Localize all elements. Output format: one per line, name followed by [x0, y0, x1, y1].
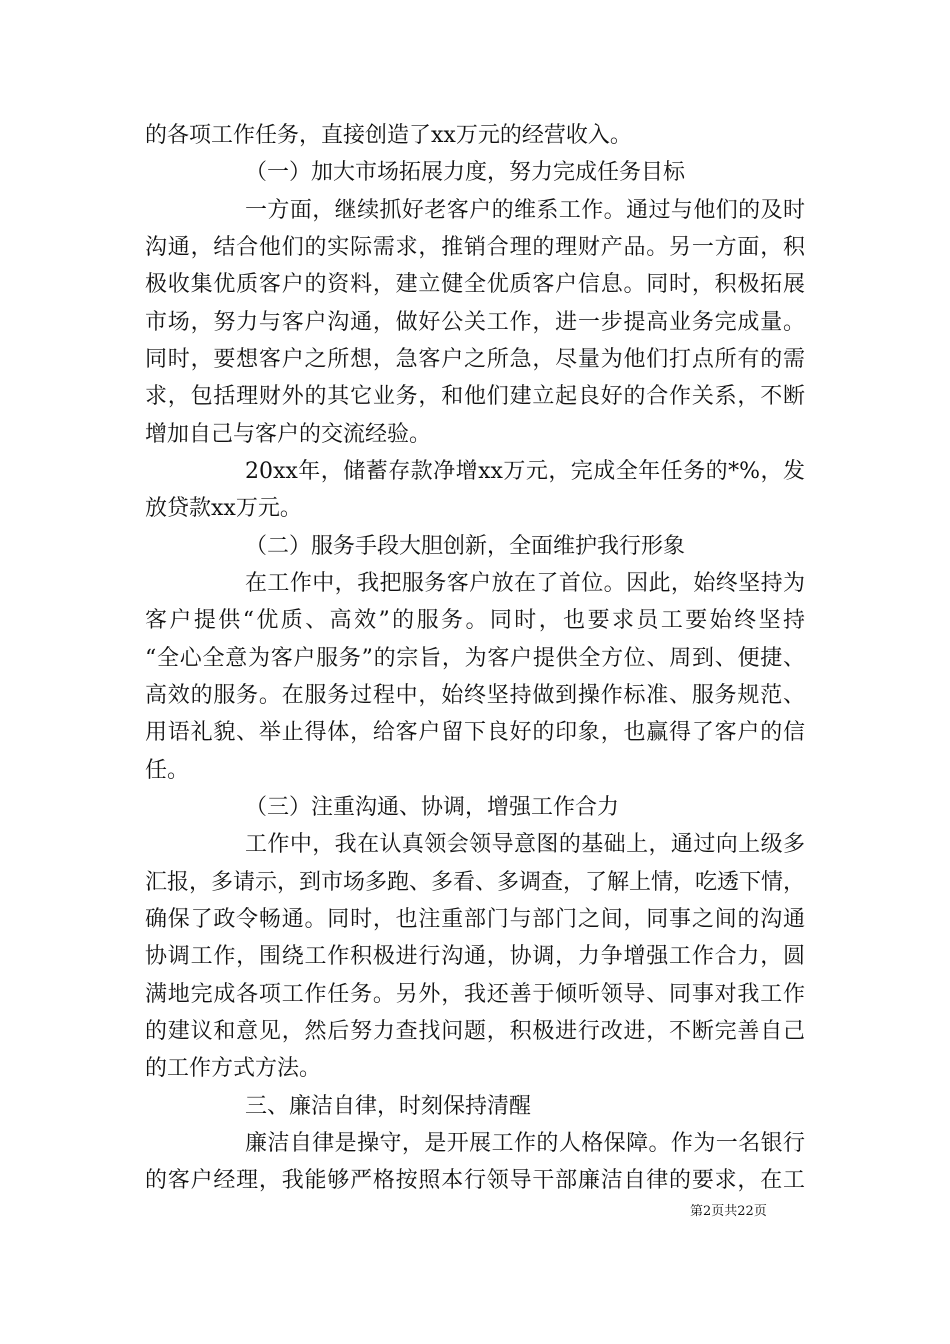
paragraph-line: 工作中，我在认真领会领导意图的基础上，通过向上级多 — [245, 832, 805, 857]
paragraph-line: 任。 — [145, 758, 190, 783]
paragraph-line: 增加自己与客户的交流经验。 — [145, 422, 432, 447]
paragraph-line: 确保了政令畅通。同时，也注重部门与部门之间，同事之间的沟通 — [145, 907, 805, 932]
paragraph-line: 市场，努力与客户沟通，做好公关工作，进一步提高业务完成量。 — [145, 310, 805, 335]
paragraph-line: 求，包括理财外的其它业务，和他们建立起良好的合作关系，不断 — [145, 384, 805, 409]
paragraph-line: 放贷款xx万元。 — [145, 496, 302, 521]
paragraph-line: 的建议和意见，然后努力查找问题，积极进行改进，不断完善自己 — [145, 1019, 805, 1044]
paragraph-line: 一方面，继续抓好老客户的维系工作。通过与他们的及时 — [245, 198, 805, 223]
paragraph-line: 的各项工作任务，直接创造了xx万元的经营收入。 — [145, 123, 632, 148]
paragraph-line: 用语礼貌、举止得体，给客户留下良好的印象，也赢得了客户的信 — [145, 720, 805, 745]
section-heading: （三）注重沟通、协调，增强工作合力 — [245, 795, 620, 820]
paragraph-line: 的工作方式方法。 — [145, 1056, 322, 1081]
section-heading: （二）服务手段大胆创新，全面维护我行形象 — [245, 534, 686, 559]
paragraph-line: 廉洁自律是操守，是开展工作的人格保障。作为一名银行 — [245, 1131, 805, 1156]
paragraph-line: 满地完成各项工作任务。另外，我还善于倾听领导、同事对我工作 — [145, 982, 805, 1007]
paragraph-line: 沟通，结合他们的实际需求，推销合理的理财产品。另一方面，积 — [145, 235, 805, 260]
paragraph-line: 同时，要想客户之所想，急客户之所急，尽量为他们打点所有的需 — [145, 347, 805, 372]
paragraph-line: 高效的服务。在服务过程中，始终坚持做到操作标准、服务规范、 — [145, 683, 805, 708]
paragraph-line: 的客户经理，我能够严格按照本行领导干部廉洁自律的要求，在工 — [145, 1168, 805, 1193]
page-number: 第2页共22页 — [690, 1204, 767, 1219]
paragraph-line: 汇报，多请示，到市场多跑、多看、多调查，了解上情，吃透下情， — [145, 870, 806, 895]
paragraph-line: 在工作中，我把服务客户放在了首位。因此，始终坚持为 — [245, 571, 805, 596]
section-heading: 三、廉洁自律，时刻保持清醒 — [245, 1094, 532, 1119]
paragraph-line: 20xx年，储蓄存款净增xx万元，完成全年任务的*%，发 — [245, 459, 805, 484]
paragraph-line: “全心全意为客户服务”的宗旨，为客户提供全方位、周到、便捷、 — [145, 646, 805, 671]
paragraph-line: 客户提供“优质、高效”的服务。同时，也要求员工要始终坚持 — [145, 608, 805, 633]
section-heading: （一）加大市场拓展力度，努力完成任务目标 — [245, 160, 686, 185]
paragraph-line: 协调工作，围绕工作积极进行沟通，协调，力争增强工作合力，圆 — [145, 944, 805, 969]
paragraph-line: 极收集优质客户的资料，建立健全优质客户信息。同时，积极拓展 — [145, 272, 805, 297]
